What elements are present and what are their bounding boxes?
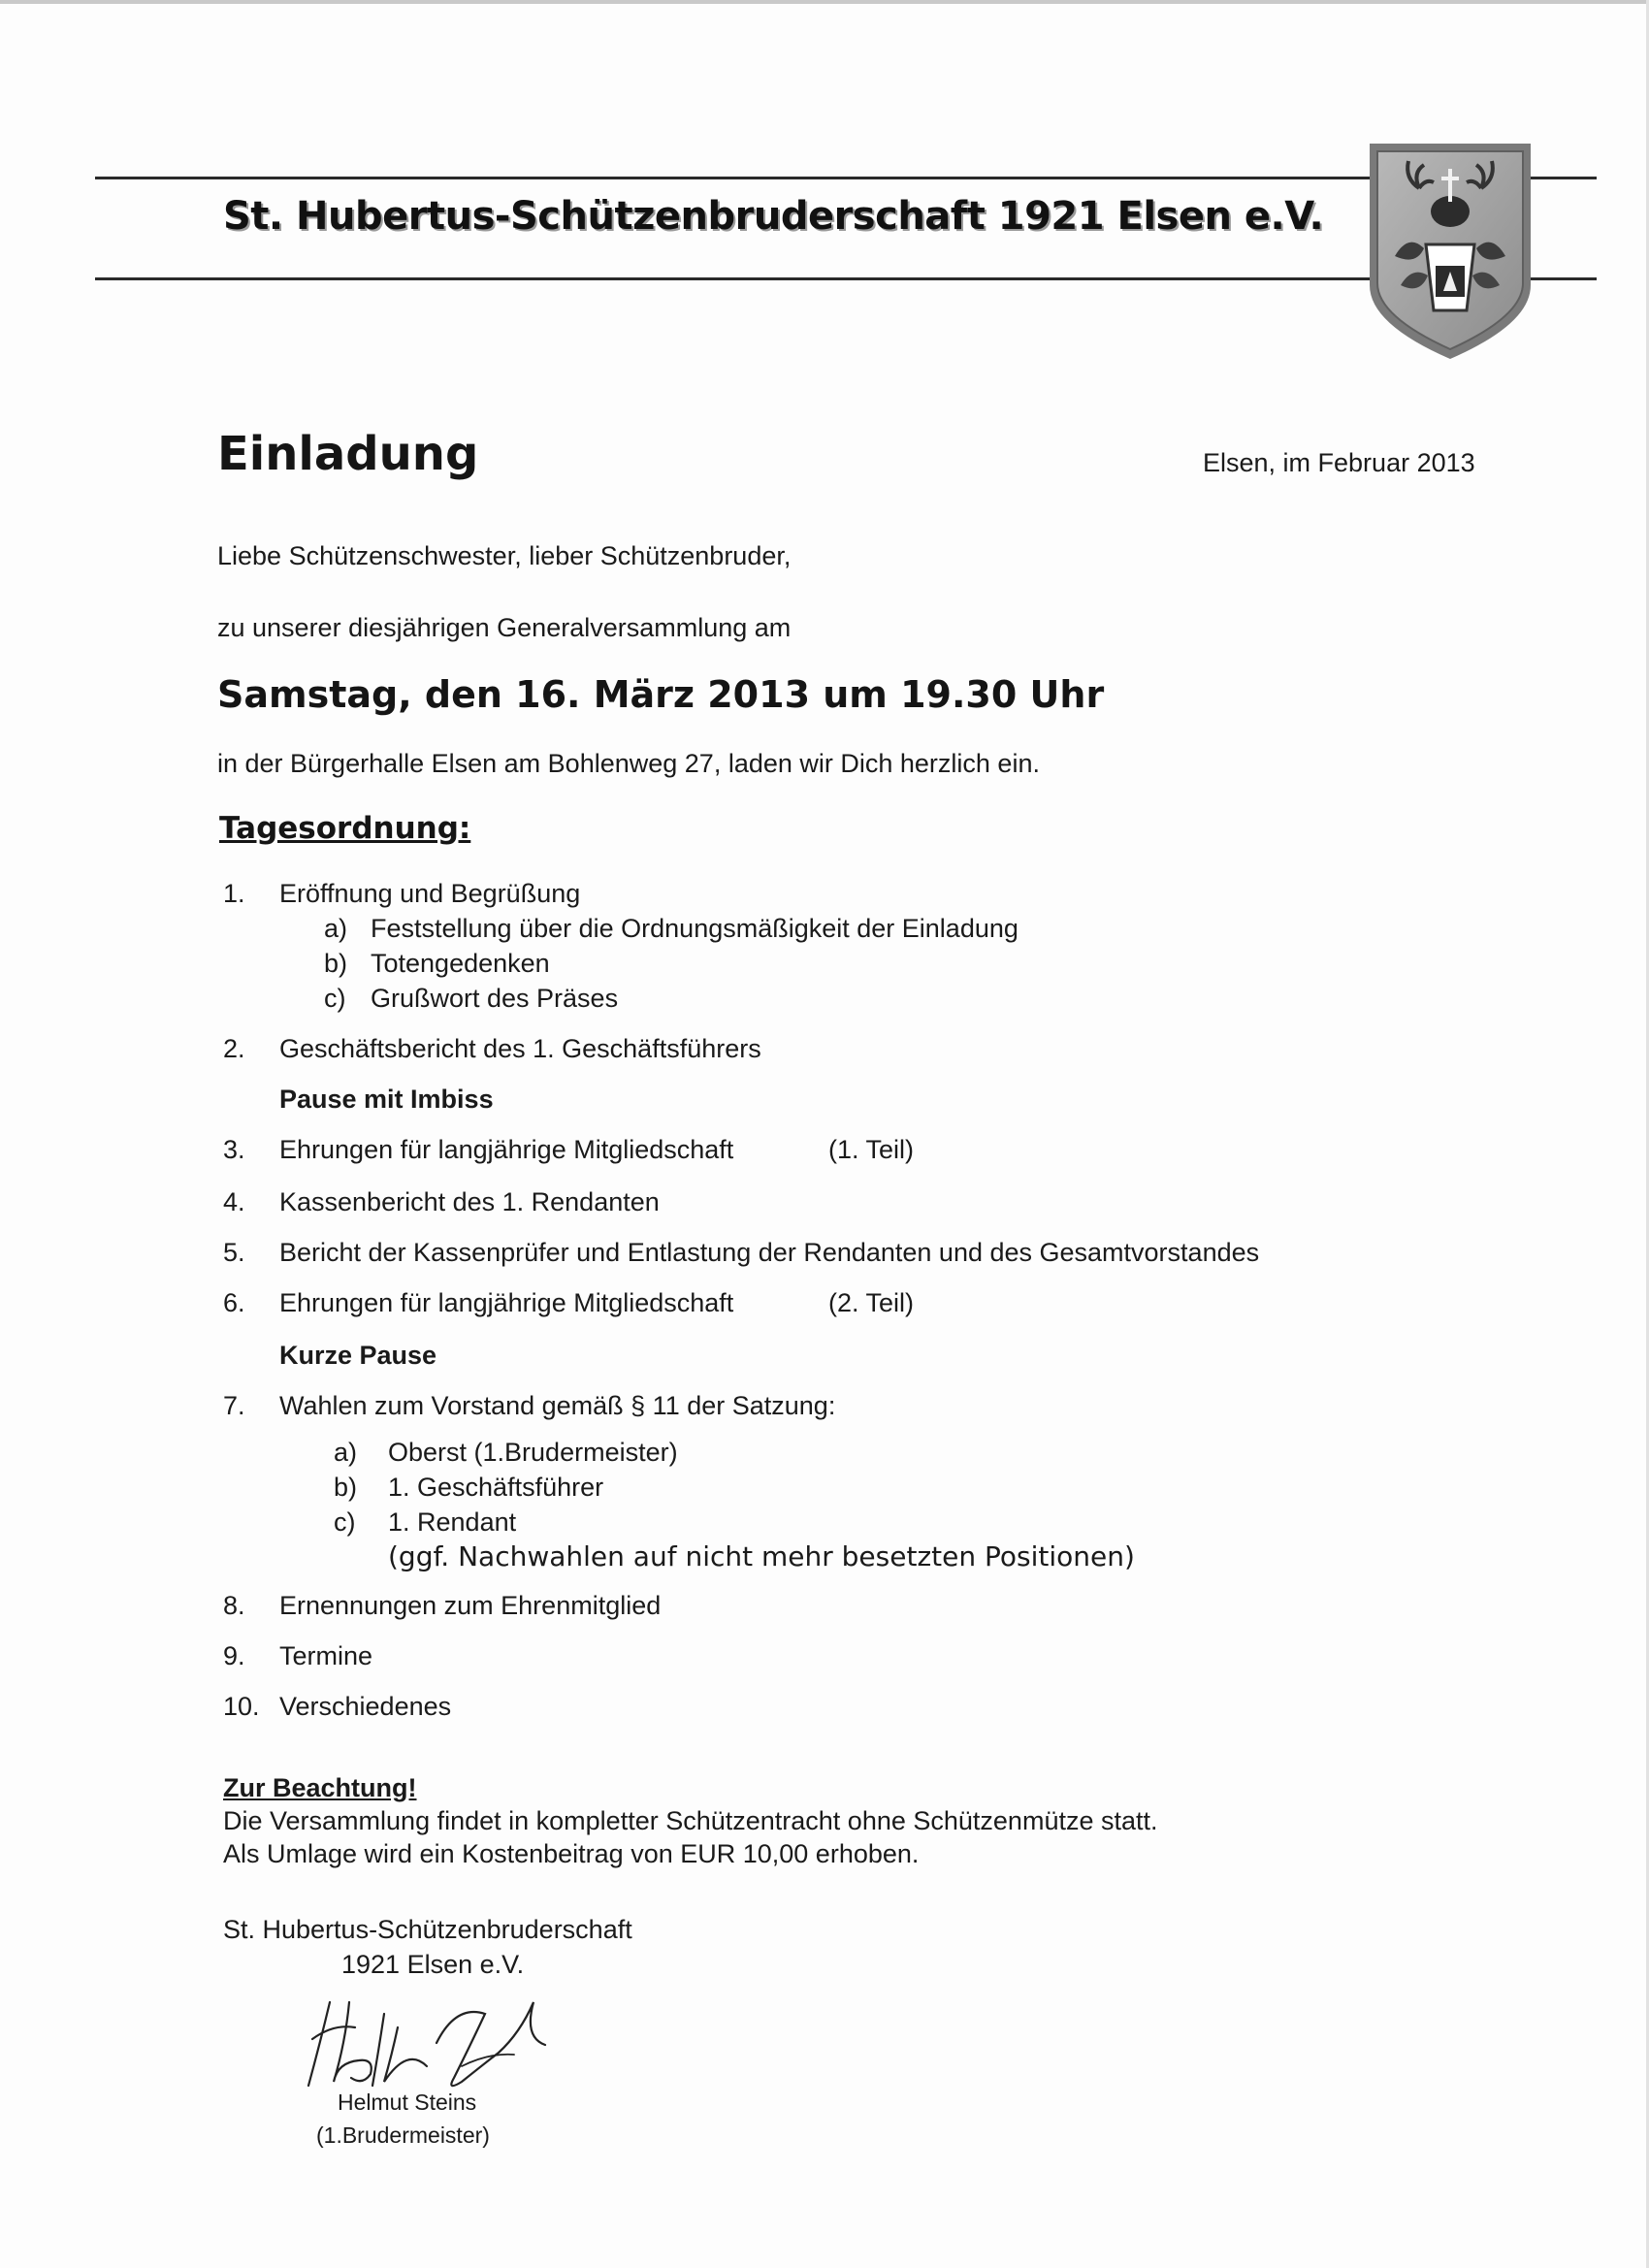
- agenda-subitem-label: b): [324, 949, 348, 978]
- agenda-item-number: 3.: [223, 1135, 245, 1164]
- agenda-subitem-label: a): [324, 914, 348, 943]
- closing-org-line: St. Hubertus-Schützenbruderschaft: [223, 1915, 632, 1944]
- agenda-item-text: Bericht der Kassenprüfer und Entlastung der Rendanten und des Gesamtvorstandes: [279, 1238, 1260, 1267]
- agenda-item-text: Ernennungen zum Ehrenmitglied: [279, 1591, 662, 1620]
- agenda-heading: Tagesordnung:: [219, 811, 471, 846]
- page-title: Einladung: [217, 427, 479, 481]
- intro-text: zu unserer diesjährigen Generalversammlung am: [217, 613, 792, 642]
- agenda-subitem-label: b): [334, 1473, 358, 1502]
- agenda-subitem-text: Totengedenken: [371, 949, 550, 978]
- signer-name: Helmut Steins: [338, 2090, 477, 2115]
- agenda-item-text: Termine: [279, 1641, 373, 1670]
- agenda-item-text: Eröffnung und Begrüßung: [279, 879, 581, 908]
- agenda-item-number: 8.: [223, 1591, 245, 1620]
- notice-line: Die Versammlung findet in kompletter Schützentracht ohne Schützenmütze statt.: [223, 1806, 1158, 1835]
- notice-heading: Zur Beachtung!: [223, 1773, 417, 1802]
- scan-edge: [0, 0, 1649, 4]
- agenda-item-number: 5.: [223, 1238, 245, 1267]
- agenda-item-number: 7.: [223, 1391, 245, 1420]
- agenda-item-text: Geschäftsbericht des 1. Geschäftsführers: [279, 1034, 761, 1063]
- agenda-subitem-text: 1. Rendant: [388, 1507, 517, 1537]
- agenda-item-note: (1. Teil): [828, 1135, 915, 1164]
- agenda-break: Pause mit Imbiss: [279, 1085, 494, 1114]
- agenda-item-number: 2.: [223, 1034, 245, 1063]
- agenda-break: Kurze Pause: [279, 1341, 437, 1370]
- agenda-subitem-label: c): [324, 984, 346, 1013]
- letterhead-club-name: St. Hubertus-Schützenbruderschaft 1921 Elsen e.V.: [223, 194, 1324, 239]
- coat-of-arms-icon: [1366, 140, 1535, 363]
- agenda-subitem-text: 1. Geschäftsführer: [388, 1473, 604, 1502]
- agenda-subitem-text: Oberst (1.Brudermeister): [388, 1438, 678, 1467]
- agenda-subitem-label: c): [334, 1507, 356, 1537]
- agenda-item-number: 6.: [223, 1288, 245, 1317]
- agenda-item-number: 1.: [223, 879, 245, 908]
- agenda-item-text: Ehrungen für langjährige Mitgliedschaft: [279, 1288, 734, 1317]
- notice-line: Als Umlage wird ein Kostenbeitrag von EUR 10,00 erhoben.: [223, 1839, 920, 1868]
- agenda-item-number: 4.: [223, 1187, 245, 1216]
- location-text: in der Bürgerhalle Elsen am Bohlenweg 27, laden wir Dich herzlich ein.: [217, 749, 1040, 778]
- event-date: Samstag, den 16. März 2013 um 19.30 Uhr: [217, 673, 1105, 716]
- agenda-subitem-label: a): [334, 1438, 358, 1467]
- agenda-item-number: 10.: [223, 1692, 260, 1721]
- agenda-item-text: Verschiedenes: [279, 1692, 452, 1721]
- agenda-subitem-text: Feststellung über die Ordnungsmäßigkeit der Einladung: [371, 914, 1018, 943]
- agenda-item-text: Ehrungen für langjährige Mitgliedschaft: [279, 1135, 734, 1164]
- agenda-item-number: 9.: [223, 1641, 245, 1670]
- salutation: Liebe Schützenschwester, lieber Schützenbruder,: [217, 541, 792, 570]
- agenda-item-text: Kassenbericht des 1. Rendanten: [279, 1187, 660, 1216]
- signer-role: (1.Brudermeister): [316, 2122, 490, 2148]
- agenda-item-note: (2. Teil): [828, 1288, 915, 1317]
- agenda-subitem-text: Grußwort des Präses: [371, 984, 619, 1013]
- agenda-subitem-note: (ggf. Nachwahlen auf nicht mehr besetzten Positionen): [388, 1540, 1135, 1572]
- closing-org-line: 1921 Elsen e.V.: [341, 1950, 525, 1979]
- date-line: Elsen, im Februar 2013: [1203, 448, 1475, 477]
- agenda-item-text: Wahlen zum Vorstand gemäß § 11 der Satzung:: [279, 1391, 836, 1420]
- signature-icon: [291, 1985, 563, 2101]
